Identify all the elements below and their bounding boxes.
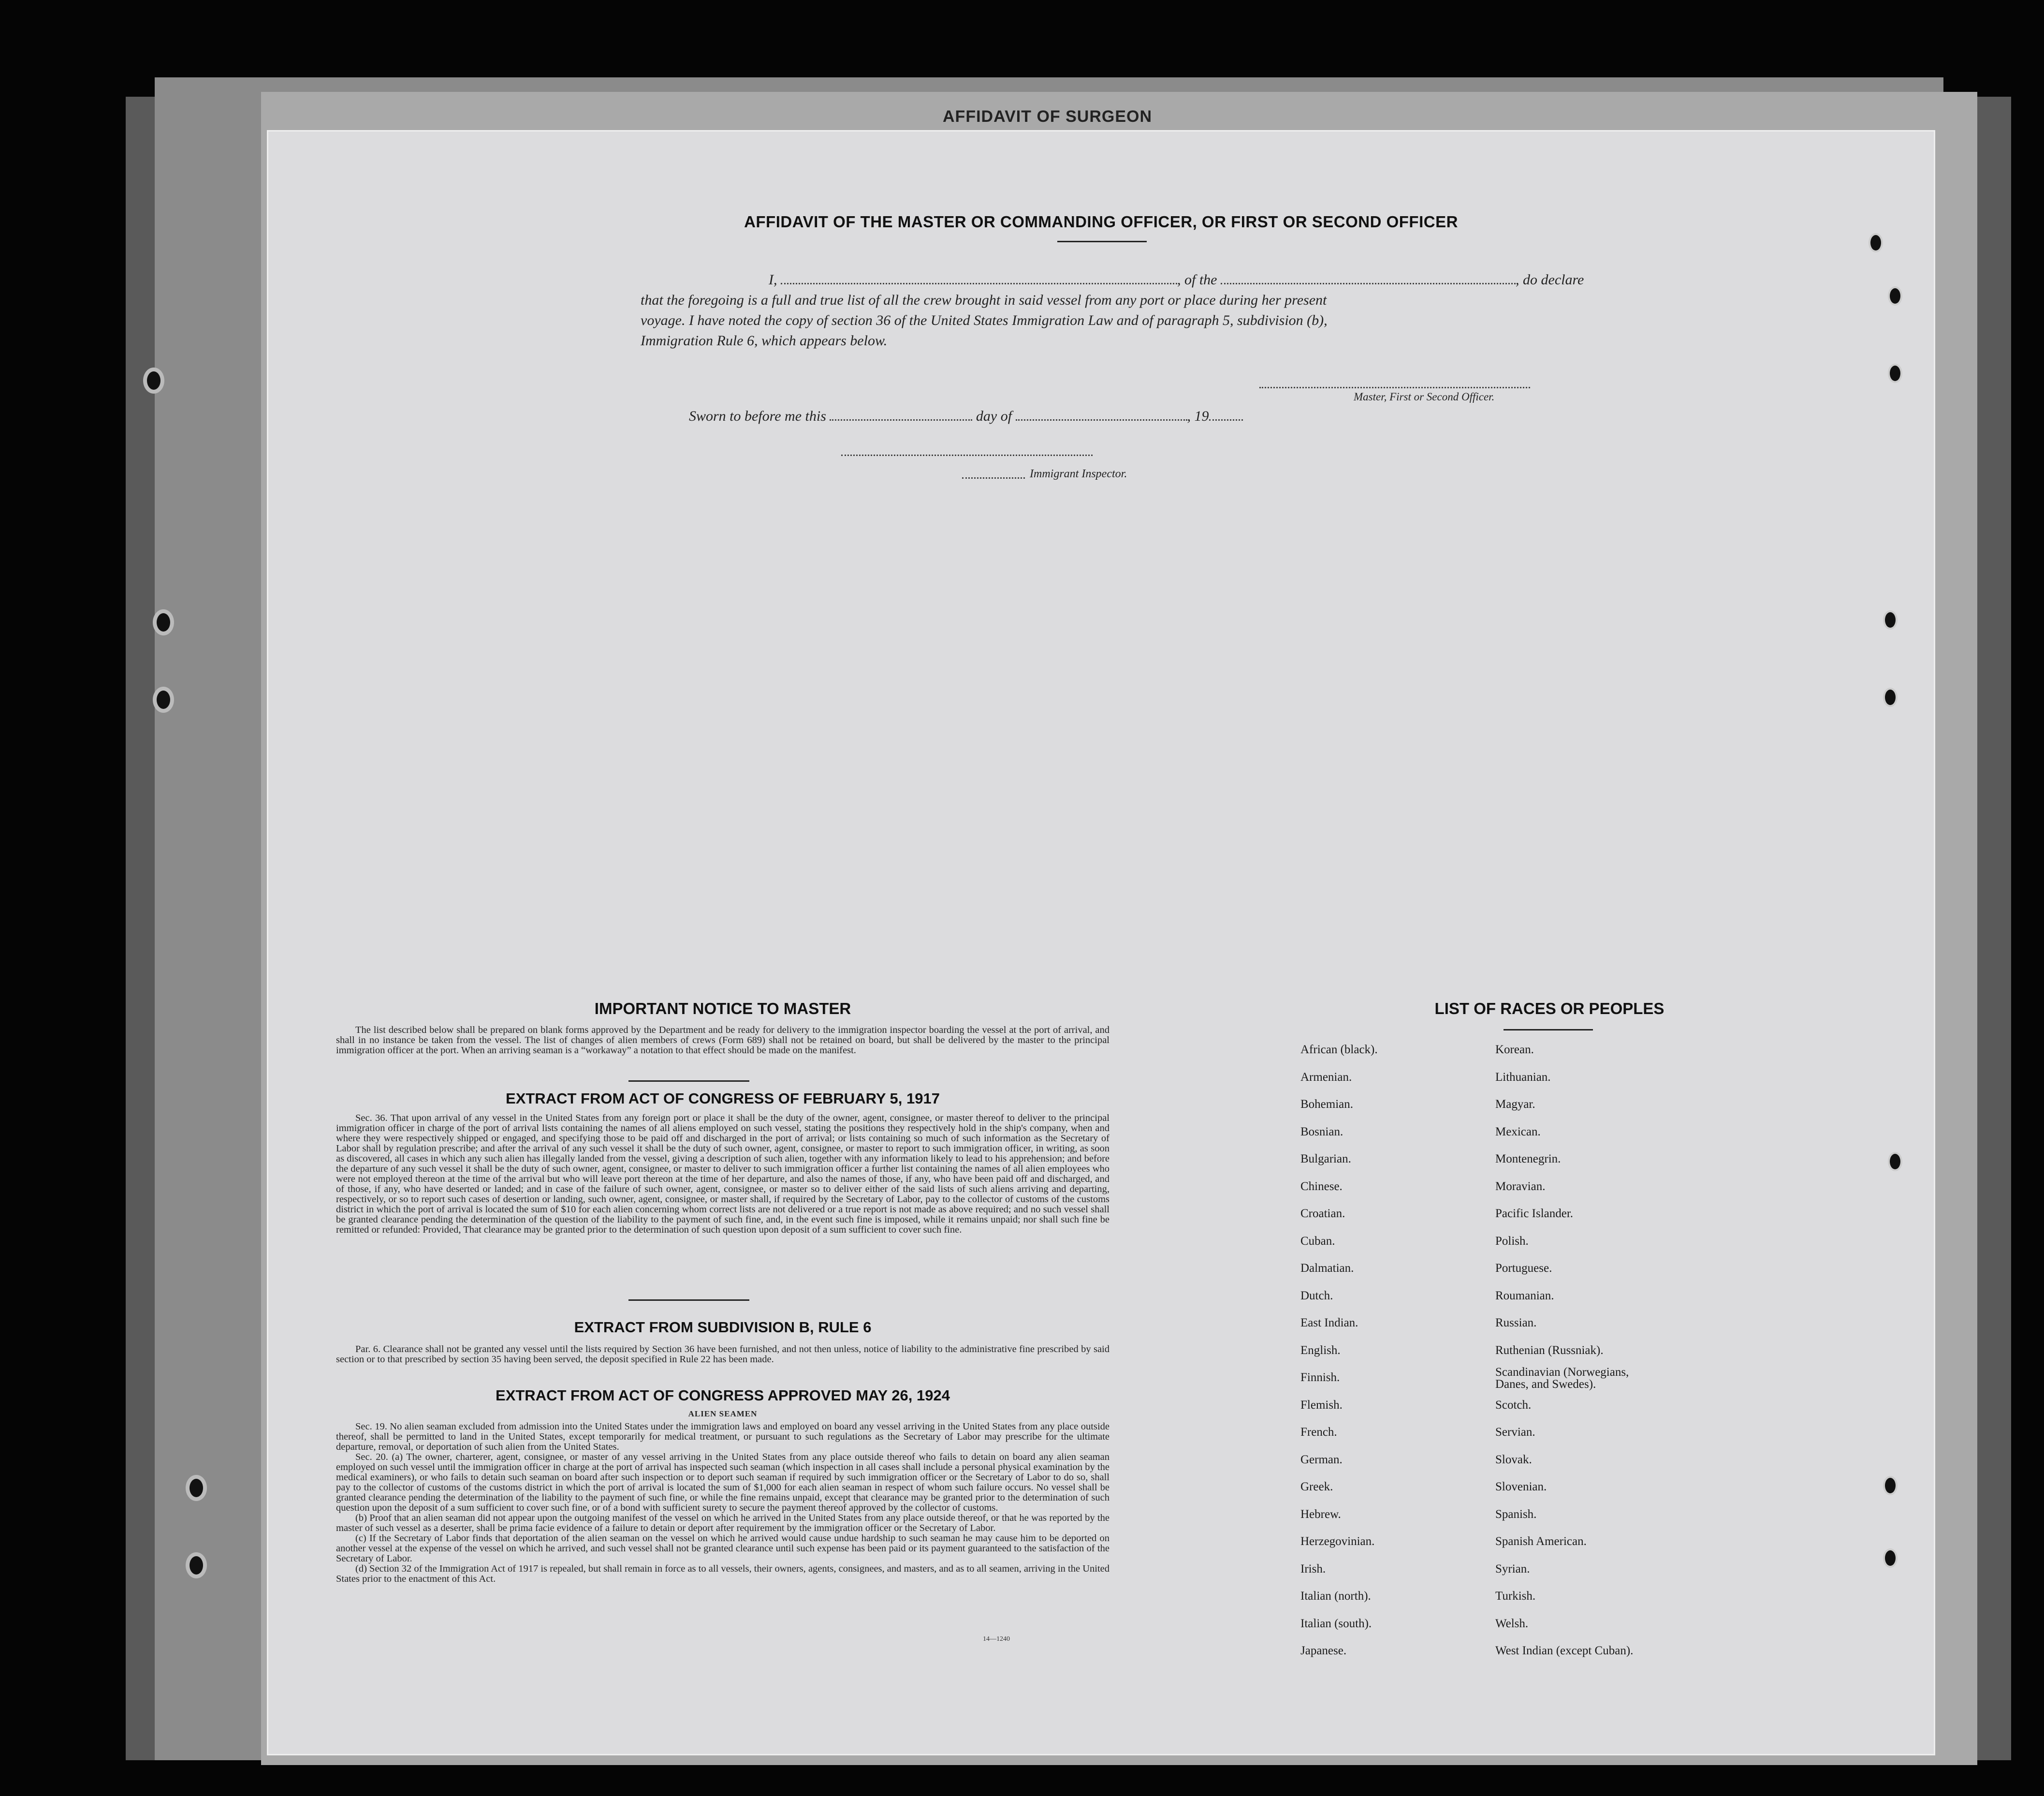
race-item: Moravian. <box>1495 1180 1546 1193</box>
section-20a: Sec. 20. (a) The owner, charterer, agent, consignee, or master of any vessel arriving in the United States from any place outside thereof who fails to detain on board any alien seaman employed on such vessel until the immigration officer in charge at the port of arrival has inspected such seaman (which inspection in all cases shall include a personal physical examination by the medical examiners), or who fails to detain such seaman on board after such inspection or to deport such seaman if required by such immigration officer or the Secretary of Labor to do so, shall pay to the collector of customs of the customs district in which the port of arrival is located the sum of $1,000 for each alien seaman in respect of whom such failure occurs. No vessel shall be granted clearance pending the determination of the liability to the payment of such fine, or while the fine remains unpaid, except that clearance may be granted prior to the determination of such question upon the deposit of a sum sufficient to cover such fine, or of a bond with sufficient surety to secure the payment thereof approved by the collector of customs. <box>336 1452 1110 1513</box>
race-item: Herzegovinian. <box>1300 1535 1375 1548</box>
race-item: West Indian (except Cuban). <box>1495 1644 1634 1657</box>
notice-title: IMPORTANT NOTICE TO MASTER <box>594 1000 851 1017</box>
name-field[interactable] <box>781 283 1177 284</box>
race-item: Bulgarian. <box>1300 1152 1351 1165</box>
punch-hole-icon <box>1883 1476 1898 1495</box>
background-page-header: AFFIDAVIT OF SURGEON <box>943 107 1153 126</box>
do-declare-label: , do declare <box>1516 272 1584 288</box>
race-item: French. <box>1300 1426 1337 1439</box>
year-label: , 19 <box>1187 408 1209 424</box>
race-item: Lithuanian. <box>1495 1071 1551 1084</box>
affidavit-title: AFFIDAVIT OF THE MASTER OR COMMANDING OFFICER, OR FIRST OR SECOND OFFICER <box>744 213 1458 231</box>
race-item: Dalmatian. <box>1300 1262 1354 1275</box>
declaration-line-2: that the foregoing is a full and true list of all the crew brought in said vessel from any port or place during her present <box>641 292 1327 308</box>
race-item: African (black). <box>1300 1043 1378 1056</box>
punch-hole-icon <box>1888 364 1902 383</box>
race-item: Greek. <box>1300 1480 1333 1493</box>
race-item: Hebrew. <box>1300 1508 1341 1521</box>
i-label: I, <box>769 272 777 288</box>
punch-hole-icon <box>1888 286 1902 306</box>
race-item: Servian. <box>1495 1426 1535 1439</box>
extract-1917-divider <box>628 1299 749 1301</box>
rule6-body: Par. 6. Clearance shall not be granted any vessel until the lists required by Section 36 have been furnished, and not then unless, notice of liability to the administrative fine prescribed by said section or to that prescribed by section 35 having been served, the deposit specified in Rule 22 has been made. <box>336 1344 1110 1365</box>
race-item: Italian (south). <box>1300 1617 1372 1630</box>
race-item: East Indian. <box>1300 1316 1358 1329</box>
inspector-signature-field[interactable] <box>841 455 1093 456</box>
races-title: LIST OF RACES OR PEOPLES <box>1434 1000 1664 1017</box>
title-divider <box>1057 241 1147 242</box>
race-item: German. <box>1300 1453 1343 1466</box>
race-item: Irish. <box>1300 1562 1326 1575</box>
sworn-day-field[interactable] <box>830 419 972 421</box>
rule6-title: EXTRACT FROM SUBDIVISION B, RULE 6 <box>574 1319 872 1336</box>
race-item: Finnish. <box>1300 1371 1340 1384</box>
binder-hole-icon <box>143 368 164 394</box>
race-item: Russian. <box>1495 1316 1537 1329</box>
punch-hole-icon <box>1883 688 1898 707</box>
master-signature-field[interactable] <box>1259 387 1530 388</box>
day-of-label: day of <box>976 408 1012 424</box>
notice-divider <box>628 1080 749 1082</box>
race-item: Spanish. <box>1495 1508 1537 1521</box>
punch-hole-icon <box>1869 233 1883 252</box>
race-item: Scandinavian (Norwegians, Danes, and Swedes). <box>1495 1366 1629 1391</box>
punch-hole-icon <box>1883 1548 1898 1568</box>
race-item: Scotch. <box>1495 1399 1532 1412</box>
race-item: Slovak. <box>1495 1453 1532 1466</box>
extract-1924-body <box>336 1422 1110 1584</box>
vessel-field[interactable] <box>1221 283 1516 284</box>
extract-1917-body: Sec. 36. That upon arrival of any vessel in the United States from any foreign port or place it shall be the duty of the owner, agent, consignee, or master thereof to deliver to the principal immigration officer in charge of the port of arrival lists containing the names of all aliens employed on such vessel, stating the positions they respectively hold in the ship's company, when and where they were respectively shipped or engaged, and specifying those to be paid off and discharged in the port of arrival; or lists containing so much of such information as the Secretary of Labor shall by regulation prescribe; and after the arrival of any such vessel it shall be the duty of such owner, agent, consignee, or master to report to such immigration officer, in writing, as soon as discovered, all cases in which any such alien has illegally landed from the vessel, giving a description of such alien, together with any information likely to lead to his apprehension; and before the departure of any such vessel it shall be the duty of such owner, agent, consignee, or master to deliver to such immigration officer a further list containing the names of all alien employees who were not employed thereon at the time of the arrival but who will leave port thereon at the time of her departure, and also the names of those, if any, who have been paid off and discharged, and of those, if any, who have deserted or landed; and in case of the failure of such owner, agent, consignee, or master so to deliver either of the said lists of such aliens arriving and departing, respectively, or so to report such cases of desertion or landing, such owner, agent, consignee, or master shall, if required by the Secretary of Labor, pay to the collector of customs of the customs district in which the port of arrival is located the sum of $10 for each alien concerning whom correct lists are not delivered or a true report is not made as above required; and no such vessel shall be granted clearance pending the determination of the question of the liability to the payment of such fine, and, in the event such fine is imposed, while it remains unpaid; nor shall such fine be remitted or refunded: Provided, That clearance may be granted prior to the determination of such question upon deposit of a sum sufficient to cover such fine. <box>336 1113 1110 1235</box>
extract-1924-title: EXTRACT FROM ACT OF CONGRESS APPROVED MAY 26, 1924 <box>496 1387 950 1404</box>
race-item: Italian (north). <box>1300 1590 1371 1603</box>
race-item: English. <box>1300 1344 1341 1357</box>
race-item: Roumanian. <box>1495 1289 1554 1302</box>
master-signature-label: Master, First or Second Officer. <box>1354 391 1495 403</box>
race-item: Polish. <box>1495 1235 1529 1248</box>
section-19: Sec. 19. No alien seaman excluded from admission into the United States under the immigration laws and employed on board any vessel arriving in the United States from any place outside thereof, shall be permitted to land in the United States, except temporarily for medical treatment, or pursuant to such regulations as the Secretary of Labor may prescribe for the ultimate departure, removal, or deportation of such alien from the United States. <box>336 1421 1110 1452</box>
declaration-line-3: voyage. I have noted the copy of section 36 of the United States Immigration Law and of paragraph 5, subdivision (b), <box>641 312 1328 328</box>
form-number: 14—1240 <box>983 1635 1010 1643</box>
race-item: Magyar. <box>1495 1098 1535 1111</box>
race-item: Bosnian. <box>1300 1125 1343 1138</box>
race-item: Pacific Islander. <box>1495 1207 1574 1220</box>
affidavit-sheet <box>268 132 1934 1754</box>
race-item: Montenegrin. <box>1495 1152 1561 1165</box>
punch-hole-icon <box>1888 1152 1902 1171</box>
of-the-label: , of the <box>1177 272 1217 288</box>
race-item: Portuguese. <box>1495 1262 1552 1275</box>
section-20c: (c) If the Secretary of Labor finds that deportation of the alien seaman on the vessel on which he arrived would cause undue hardship to such seaman he may cause him to be deported on another vessel at the expense of the vessel on which he arrived, and such vessel shall not be granted clearance until such expense has been paid or its payment guaranteed to the satisfaction of the Secretary of Labor. <box>336 1533 1110 1564</box>
race-item: Flemish. <box>1300 1399 1343 1412</box>
section-20b: (b) Proof that an alien seaman did not appear upon the outgoing manifest of the vessel on which he arrived in the United States from any place outside thereof, or that he was reported by the master of such vessel as a deserter, shall be prima facie evidence of a failure to detain or deport after requirement by the immigration officer or the Secretary of Labor. <box>336 1513 1110 1533</box>
race-item: Turkish. <box>1495 1590 1536 1603</box>
race-item: Armenian. <box>1300 1071 1352 1084</box>
race-item: Slovenian. <box>1495 1480 1547 1493</box>
race-item: Ruthenian (Russniak). <box>1495 1344 1604 1357</box>
sworn-year-field[interactable] <box>1209 419 1243 421</box>
race-item: Korean. <box>1495 1043 1534 1056</box>
race-item: Chinese. <box>1300 1180 1343 1193</box>
binder-hole-icon <box>186 1552 207 1578</box>
race-item: Japanese. <box>1300 1644 1347 1657</box>
extract-1917-title: EXTRACT FROM ACT OF CONGRESS OF FEBRUARY 5, 1917 <box>506 1090 940 1107</box>
race-item: Croatian. <box>1300 1207 1345 1220</box>
declaration-line-1 <box>769 272 1584 288</box>
sworn-month-field[interactable] <box>1016 419 1187 421</box>
binder-hole-icon <box>153 687 174 713</box>
race-item: Syrian. <box>1495 1562 1530 1575</box>
race-item: Mexican. <box>1495 1125 1541 1138</box>
binder-hole-icon <box>186 1475 207 1501</box>
race-item: Spanish American. <box>1495 1535 1587 1548</box>
section-20d: (d) Section 32 of the Immigration Act of 1917 is repealed, but shall remain in force as to all vessels, their owners, agents, consignees, and masters, and as to all seamen, arriving in the United States prior to the enactment of this Act. <box>336 1563 1110 1584</box>
races-divider <box>1504 1029 1593 1030</box>
binder-hole-icon <box>153 609 174 635</box>
sworn-line <box>689 408 1243 425</box>
declaration-line-4: Immigration Rule 6, which appears below. <box>641 333 888 349</box>
inspector-dotted-lead <box>962 477 1025 479</box>
race-item: Bohemian. <box>1300 1098 1354 1111</box>
punch-hole-icon <box>1883 610 1898 630</box>
race-item: Welsh. <box>1495 1617 1529 1630</box>
sworn-label: Sworn to before me this <box>689 408 826 424</box>
race-item: Dutch. <box>1300 1289 1333 1302</box>
race-item: Cuban. <box>1300 1235 1335 1248</box>
inspector-label: Immigrant Inspector. <box>1030 468 1127 480</box>
notice-body: The list described below shall be prepared on blank forms approved by the Department and be ready for delivery to the immigration inspector boarding the vessel at the port of arrival, and shall in no instance be taken from the vessel. The list of changes of alien members of crews (Form 689) shall not be retained on board, but shall be delivered by the master to the principal immigration officer at the port. When an arriving seaman is a “workaway” a notation to that effect should be made on the manifest. <box>336 1025 1110 1056</box>
alien-seamen-subtitle: ALIEN SEAMEN <box>688 1409 758 1418</box>
